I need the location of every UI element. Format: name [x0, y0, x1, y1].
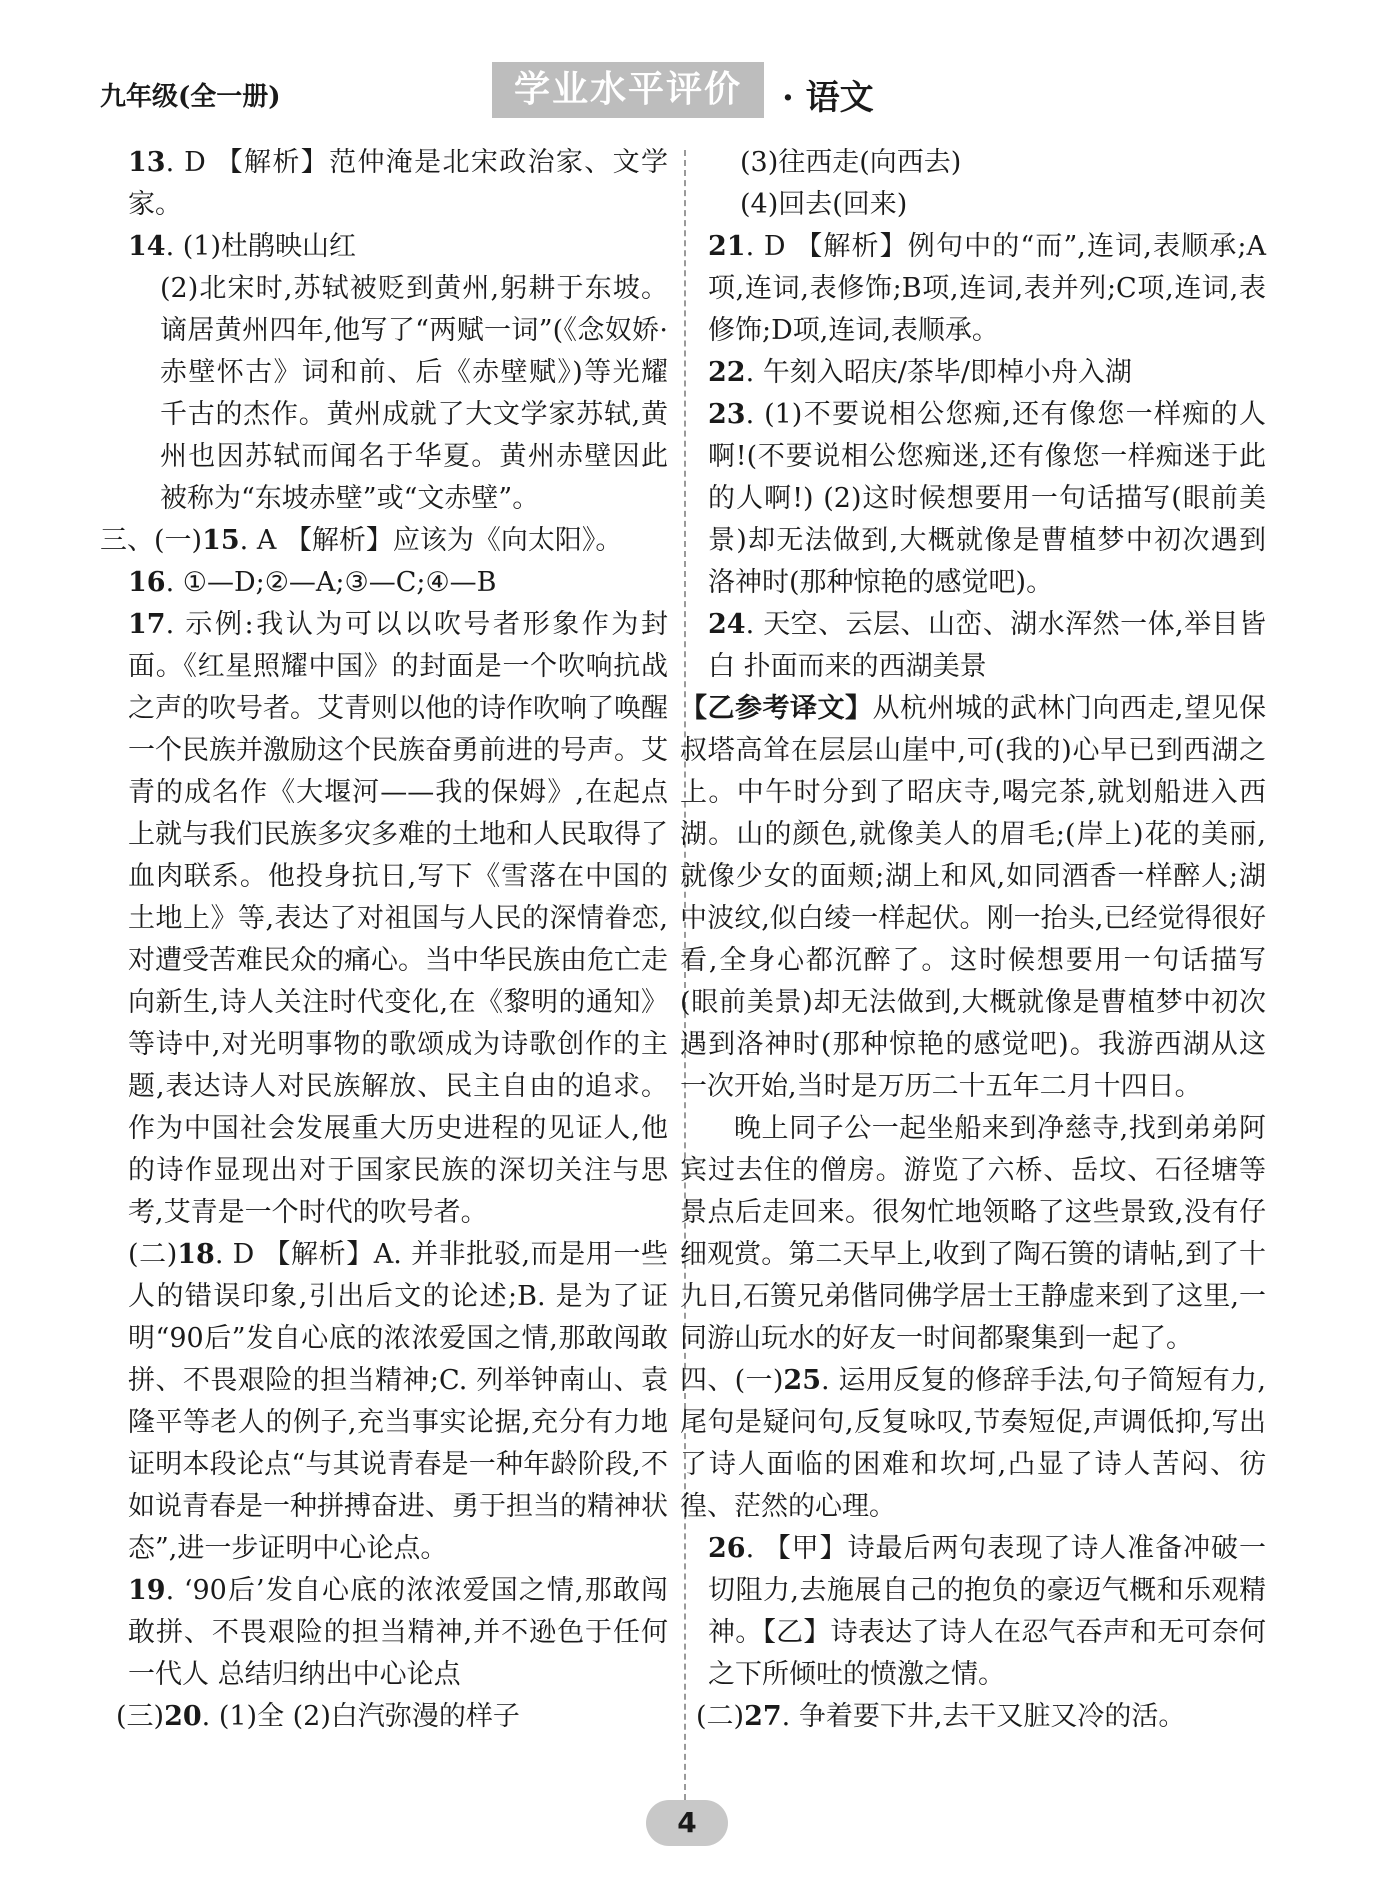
answer-14: 14. (1)杜鹃映山红 [128, 231, 356, 262]
answer-26: 26. 【甲】诗最后两句表现了诗人准备冲破一切阻力,去施展自己的抱负的豪迈气概和乐观精神。【乙】诗表达了诗人在忍气吞声和无可奈何之下所倾吐的愤激之情。 [708, 1533, 1266, 1690]
answer-18: (二)18. D 【解析】A. 并非批驳,而是用一些人的错误印象,引出后文的论述;B. 是为了证明“90后”发自心底的浓浓爱国之情,那敢闯敢拼、不畏艰险的担当精神;C. 列举钟南山、袁隆平等老人的例子,充当事实论据,充分有力地证明本段论点“与其说青春是一种年龄阶段,不如说青春是一种拼搏奋进、勇于担当的精神状态”,进一步证明中心论点。 [128, 1239, 668, 1564]
answer-20-part3: (3)往西走(向西去) [740, 147, 962, 178]
grade-label: 九年级(全一册) [100, 82, 281, 112]
answer-20-part4: (4)回去(回来) [740, 189, 908, 220]
subject-label: · 语文 [782, 78, 874, 118]
answer-14-part2: (2)北宋时,苏轼被贬到黄州,躬耕于东坡。谪居黄州四年,他写了“两赋一词”(《念奴娇·赤壁怀古》词和前、后《赤壁赋》)等光耀千古的杰作。黄州成就了大文学家苏轼,黄州也因苏轼而闻名于华夏。黄州赤壁因此被称为“东坡赤壁”或“文赤壁”。 [160, 273, 668, 514]
answer-27: (二)27. 争着要下井,去干又脏又冷的活。 [696, 1701, 1186, 1732]
answer-25: 四、(一)25. 运用反复的修辞手法,句子简短有力,尾句是疑问句,反复咏叹,节奏短促,声调低抑,写出了诗人面临的困难和坎坷,凸显了诗人苦闷、彷徨、茫然的心理。 [680, 1365, 1266, 1522]
answer-21: 21. D 【解析】例句中的“而”,连词,表顺承;A项,连词,表修饰;B项,连词,表并列;C项,连词,表修饰;D项,连词,表顺承。 [708, 231, 1266, 346]
translation-paragraph-2: 晚上同子公一起坐船来到净慈寺,找到弟弟阿宾过去住的僧房。游览了六桥、岳坟、石径塘等景点后走回来。很匆忙地领略了这些景致,没有仔细观赏。第二天早上,收到了陶石篑的请帖,到了十九日,石篑兄弟偕同佛学居士王静虚来到了这里,一同游山玩水的好友一时间都聚集到一起了。 [680, 1113, 1266, 1354]
translation-paragraph-1: 【乙参考译文】从杭州城的武林门向西走,望见保叔塔高耸在层层山崖中,可(我的)心早已到西湖之上。中午时分到了昭庆寺,喝完茶,就划船进入西湖。山的颜色,就像美人的眉毛;(岸上)花的美丽,就像少女的面颊;湖上和风,如同酒香一样醉人;湖中波纹,似白绫一样起伏。刚一抬头,已经觉得很好看,全身心都沉醉了。这时候想要用一句话描写(眼前美景)却无法做到,大概就像是曹植梦中初次遇到洛神时(那种惊艳的感觉吧)。我游西湖从这一次开始,当时是万历二十五年二月十四日。 [680, 693, 1266, 1102]
answer-17: 17. 示例:我认为可以以吹号者形象作为封面。《红星照耀中国》的封面是一个吹响抗战之声的吹号者。艾青则以他的诗作吹响了唤醒一个民族并激励这个民族奋勇前进的号声。艾青的成名作《大堰河——我的保姆》,在起点上就与我们民族多灾多难的土地和人民取得了血肉联系。他投身抗日,写下《雪落在中国的土地上》等,表达了对祖国与人民的深情眷恋,对遭受苦难民众的痛心。当中华民族由危亡走向新生,诗人关注时代变化,在《黎明的通知》等诗中,对光明事物的歌颂成为诗歌创作的主题,表达诗人对民族解放、民主自由的追求。作为中国社会发展重大历史进程的见证人,他的诗作显现出对于国家民族的深切关注与思考,艾青是一个时代的吹号者。 [128, 609, 668, 1228]
right-column [680, 142, 1266, 1738]
answer-23: 23. (1)不要说相公您痴,还有像您一样痴的人啊!(不要说相公您痴迷,还有像您一样痴迷于此的人啊!) (2)这时候想要用一句话描写(眼前美景)却无法做到,大概就像是曹植梦中初次遇到洛神时(那种惊艳的感觉吧)。 [708, 399, 1266, 598]
answer-19: 19. ‘90后’发自心底的浓浓爱国之情,那敢闯敢拼、不畏艰险的担当精神,并不逊色于任何一代人 总结归纳出中心论点 [128, 1575, 668, 1690]
answer-15: 三、(一)15. A 【解析】应该为《向太阳》。 [100, 525, 623, 556]
answer-20: (三)20. (1)全 (2)白汽弥漫的样子 [116, 1701, 520, 1732]
answer-22: 22. 午刻入昭庆/茶毕/即棹小舟入湖 [708, 357, 1132, 388]
answer-13: 13. D 【解析】范仲淹是北宋政治家、文学家。 [128, 147, 668, 220]
series-banner: 学业水平评价 [492, 62, 764, 118]
answer-24: 24. 天空、云层、山峦、湖水浑然一体,举目皆白 扑面而来的西湖美景 [708, 609, 1266, 682]
left-column [100, 142, 668, 1738]
answer-16: 16. ①—D;②—A;③—C;④—B [128, 567, 497, 598]
page-number: 4 [646, 1800, 728, 1846]
